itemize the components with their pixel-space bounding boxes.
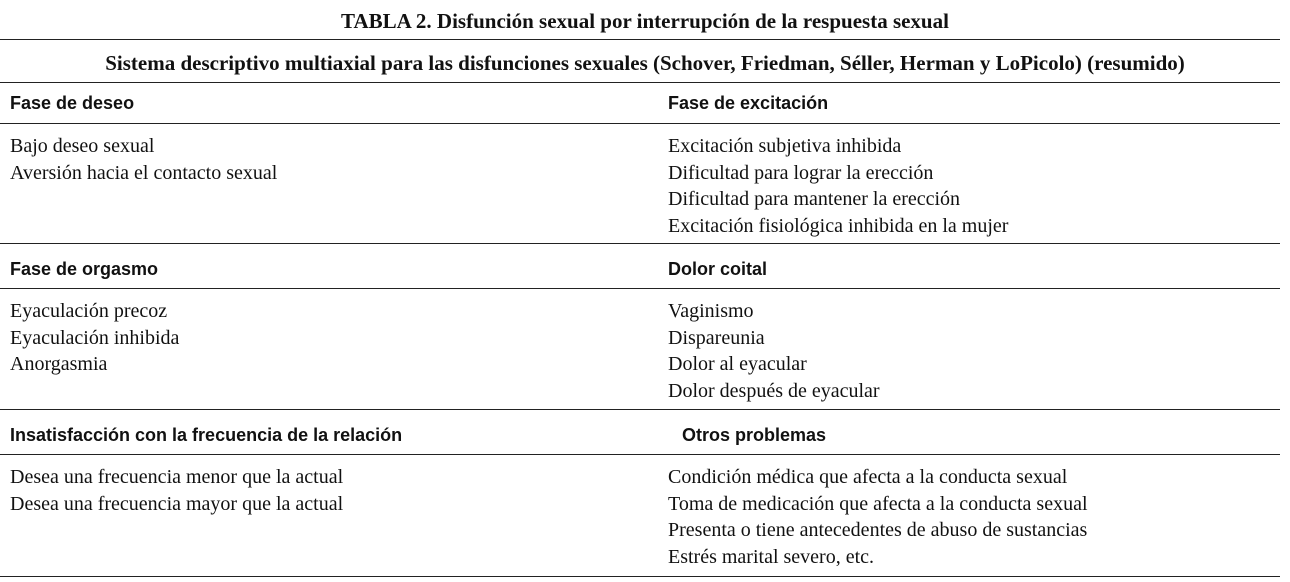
list-item: Vaginismo [668,300,754,322]
row2-end-rule [0,409,1280,410]
list-item: Desea una frecuencia menor que la actual [10,466,344,488]
section-list-orgasm [10,298,179,378]
table-bottom-rule [0,576,1280,577]
row1-end-rule [0,243,1280,244]
section-list-coital-pain [668,298,880,404]
section-heading-frequency: Insatisfacción con la frecuencia de la relación [10,425,403,445]
list-item: Anorgasmia [10,353,108,375]
list-item: Dificultad para lograr la erección [668,161,934,184]
list-item: Condición médica que afecta a la conducta sexual [668,466,1068,488]
section-list-desire [10,133,277,186]
section-heading-excitement: Fase de excitación [668,93,829,113]
list-item: Dificultad para mantener la erección [668,188,961,210]
subtitle-rule [0,82,1280,83]
list-item: Estrés marital severo, etc. [668,545,875,568]
section-heading-other: Otros problemas [682,425,827,445]
section-heading-coital-pain: Dolor coital [668,259,768,279]
list-item: Excitación fisiológica inhibida en la mujer [668,214,1009,237]
row1-header-rule [0,123,1280,124]
list-item: Aversión hacia el contacto sexual [10,161,278,184]
list-item: Toma de medicación que afecta a la conducta sexual [668,492,1088,515]
section-list-excitement [668,133,1008,239]
table-title: TABLA 2. Disfunción sexual por interrupción de la respuesta sexual [341,9,949,33]
section-list-frequency [10,464,343,517]
list-item: Eyaculación precoz [10,300,168,322]
row2-header-rule [0,288,1280,289]
list-item: Dolor después de eyacular [668,379,880,402]
list-item: Dolor al eyacular [668,353,807,375]
section-heading-orgasm: Fase de orgasmo [10,259,159,279]
list-item: Excitación subjetiva inhibida [668,135,902,157]
table-subtitle: Sistema descriptivo multiaxial para las disfunciones sexuales (Schover, Friedman, Séller, Herman y LoPicolo) (resumido) [105,51,1185,75]
section-heading-desire: Fase de deseo [10,93,135,113]
list-item: Eyaculación inhibida [10,326,180,349]
list-item: Desea una frecuencia mayor que la actual [10,492,344,515]
list-item: Bajo deseo sexual [10,135,155,157]
section-list-other [668,464,1088,570]
list-item: Presenta o tiene antecedentes de abuso de sustancias [668,519,1088,541]
title-rule [0,39,1280,40]
row3-header-rule [0,454,1280,455]
list-item: Dispareunia [668,326,765,349]
